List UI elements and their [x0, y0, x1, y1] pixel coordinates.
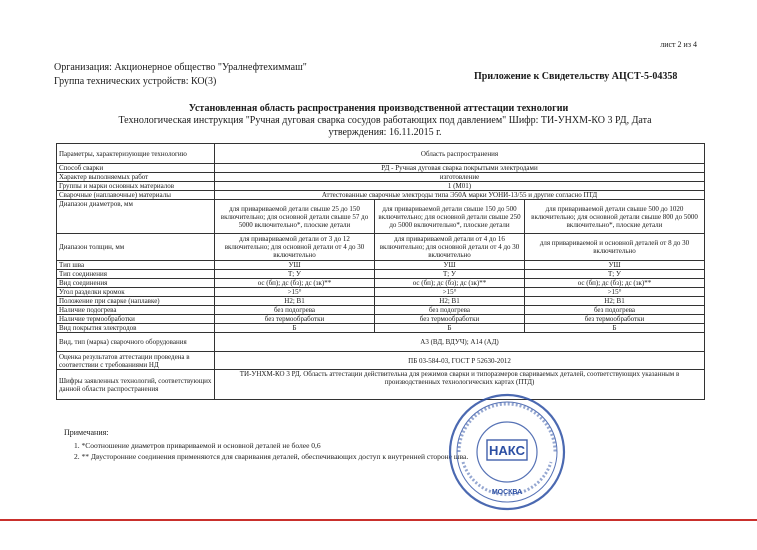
table-row: [57, 191, 705, 200]
row-value: >15°: [375, 288, 525, 297]
table-row: [57, 315, 705, 324]
appendix-title: Приложение к Свидетельству АЦСТ-5-04358: [474, 71, 678, 82]
row-value: для привариваемой детали от 3 до 12 включительно; для основной детали от 4 до 30 включительно: [215, 234, 375, 261]
row-value: ТИ-УНХМ-КО 3 РД. Область аттестации действительна для режимов сварки и типоразмеров свариваемых деталей, соответствующих указанным в производственных технологических картах (ПТД): [215, 370, 705, 400]
row-value: без подогрева: [525, 306, 705, 315]
row-label: Шифры заявленных технологий, соответствующих данной области распространения: [57, 370, 215, 400]
row-value: для привариваемой детали свыше 500 до 1020 включительно; для основной детали свыше 800 до 5000 включительно*, плоские детали: [525, 200, 705, 234]
header-scope: Область распространения: [215, 144, 705, 164]
row-value: РД - Ручная дуговая сварка покрытыми электродами: [215, 164, 705, 173]
table-row: [57, 261, 705, 270]
row-label: Диапазон толщин, мм: [57, 234, 215, 261]
row-value: А3 (ВД, ВДУЧ); А14 (АД): [215, 333, 705, 352]
row-label: Группы и марки основных материалов: [57, 182, 215, 191]
row-value: Т; У: [375, 270, 525, 279]
row-value: >15°: [525, 288, 705, 297]
row-label: Сварочные (наплавочные) материалы: [57, 191, 215, 200]
row-value: Н2; В1: [525, 297, 705, 306]
row-value: 1 (М01): [215, 182, 705, 191]
row-value: УШ: [215, 261, 375, 270]
row-value: Т; У: [215, 270, 375, 279]
row-value: >15°: [215, 288, 375, 297]
note-1: 1. *Соотношение диаметров привариваемой и основной деталей не более 0,6: [74, 441, 321, 450]
row-label: Диапазон диаметров, мм: [57, 200, 215, 234]
row-value: для привариваемой детали от 4 до 16 включительно; для основной детали от 4 до 30 включительно: [375, 234, 525, 261]
table-row: [57, 164, 705, 173]
sheet-number: лист 2 из 4: [660, 40, 697, 49]
row-value: Б: [525, 324, 705, 333]
stamp-center-text: НАКС: [489, 443, 525, 458]
row-value: ос (бп); дс (бз); дс (зк)**: [525, 279, 705, 288]
row-label: Наличие термообработки: [57, 315, 215, 324]
naks-stamp-icon: [447, 392, 567, 512]
row-value: для привариваемой детали свыше 25 до 150 включительно; для основной детали свыше 57 до 5000 включительно*, плоские детали: [215, 200, 375, 234]
table-row: [57, 333, 705, 352]
row-value: изготовление: [215, 173, 705, 182]
document-title: Установленная область распространения производственной аттестации технологии: [188, 103, 569, 114]
stamp-city-text: МОСКВА: [491, 489, 523, 496]
row-value: ос (бп); дс (бз); дс (зк)**: [375, 279, 525, 288]
row-label: Оценка результатов аттестации проведена в соответствии с требованиями НД: [57, 352, 215, 370]
row-value: ПБ 03-584-03, ГОСТ Р 52630-2012: [215, 352, 705, 370]
row-value: ос (бп); дс (бз); дс (зк)**: [215, 279, 375, 288]
note-2: 2. ** Двусторонние соединения применяются для сваривания деталей, обеспечивающих доступ к внутренней стороне шва.: [74, 452, 469, 461]
row-value: для привариваемой и основной деталей от 8 до 30 включительно: [525, 234, 705, 261]
row-value: Н2; В1: [375, 297, 525, 306]
row-label: Угол разделки кромок: [57, 288, 215, 297]
row-value: Н2; В1: [215, 297, 375, 306]
row-label: Вид, тип (марка) сварочного оборудования: [57, 333, 215, 352]
row-label: Тип шва: [57, 261, 215, 270]
table-row: [57, 173, 705, 182]
table-row: [57, 288, 705, 297]
row-value: без термообработки: [215, 315, 375, 324]
notes-title: Примечания:: [64, 428, 109, 437]
footer-red-line: [0, 519, 757, 521]
row-value: Б: [215, 324, 375, 333]
table-row: [57, 297, 705, 306]
row-value: УШ: [525, 261, 705, 270]
table-row: [57, 234, 705, 261]
document-subtitle: Технологическая инструкция "Ручная дуговая сварка сосудов работающих под давлением" Шифр: ТИ-УНХМ-КО 3 РД, Дата утверждения: 16.11.2015 г.: [118, 115, 652, 138]
table-row: [57, 370, 705, 400]
table-row: [57, 324, 705, 333]
row-label: Тип соединения: [57, 270, 215, 279]
table-row: [57, 182, 705, 191]
row-value: без подогрева: [215, 306, 375, 315]
row-value: для привариваемой детали свыше 150 до 500 включительно; для основной детали свыше 250 до 5000 включительно*, плоские детали: [375, 200, 525, 234]
device-group: Группа технических устройств: КО(3): [54, 76, 217, 87]
row-label: Положение при сварке (наплавке): [57, 297, 215, 306]
organization: Организация: Акционерное общество "Уралнефтехиммаш": [54, 62, 307, 73]
row-value: Б: [375, 324, 525, 333]
row-label: Характер выполняемых работ: [57, 173, 215, 182]
header-parameters: Параметры, характеризующие технологию: [57, 144, 215, 164]
scope-table: [56, 143, 705, 400]
row-label: Вид покрытия электродов: [57, 324, 215, 333]
row-value: Аттестованные сварочные электроды типа Э50А марки УОНИ-13/55 и другие согласно ПТД: [215, 191, 705, 200]
table-row: [57, 200, 705, 234]
table-row: [57, 270, 705, 279]
table-row: [57, 352, 705, 370]
row-value: без термообработки: [525, 315, 705, 324]
row-value: УШ: [375, 261, 525, 270]
row-value: Т; У: [525, 270, 705, 279]
row-label: Вид соединения: [57, 279, 215, 288]
table-row: [57, 306, 705, 315]
row-value: без подогрева: [375, 306, 525, 315]
row-label: Наличие подогрева: [57, 306, 215, 315]
row-label: Способ сварки: [57, 164, 215, 173]
table-header-row: [57, 144, 705, 164]
table-row: [57, 279, 705, 288]
row-value: без термообработки: [375, 315, 525, 324]
